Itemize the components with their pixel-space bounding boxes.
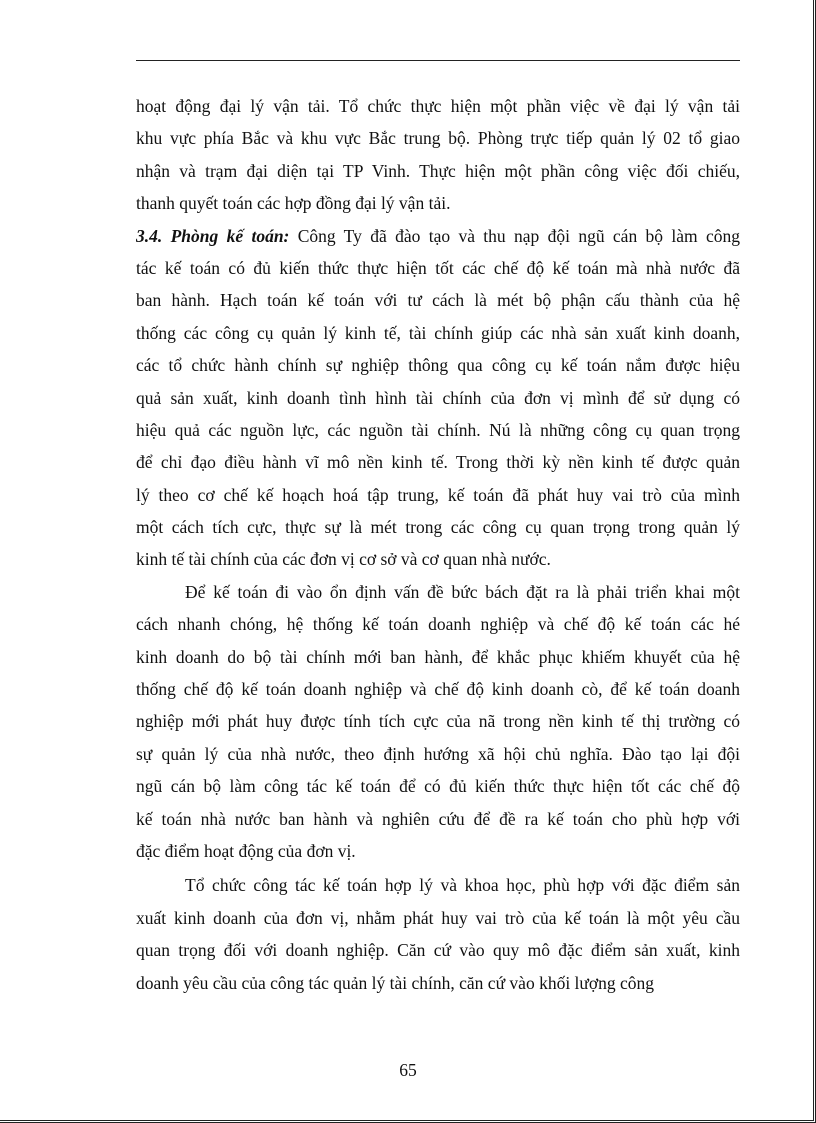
- text-line: cách nhanh chóng, hệ thống kế toán doanh nghiệp và chế độ kế toán các hé: [136, 614, 740, 635]
- text-line: sự quản lý của nhà nước, theo định hướng xã hội chủ nghĩa. Đào tạo lại đội: [136, 743, 740, 764]
- text-line: nhận và trạm đại diện tại TP Vinh. Thực hiện một phần công việc đối chiếu,: [136, 160, 740, 181]
- text-line: lý theo cơ chế kế hoạch hoá tập trung, kế toán đã phát huy vai trò của mình: [136, 484, 740, 505]
- text-line: quan trọng đối với doanh nghiệp. Căn cứ vào quy mô đặc điểm sản xuất, kinh: [136, 940, 740, 961]
- text-line: hiệu quả các nguồn lực, các nguồn tài chính. Nú là những công cụ quan trọng: [136, 419, 740, 440]
- text-line: doanh yêu cầu của công tác quản lý tài chính, căn cứ vào khối lượng công: [136, 972, 655, 993]
- paragraph-2: [136, 220, 740, 576]
- header-rule: [136, 60, 740, 61]
- text-line: quả sản xuất, kinh doanh tình hình tài chính của đơn vị mình để sử dụng có: [136, 387, 740, 408]
- page-number: 65: [399, 1060, 417, 1080]
- heading-line-text: Công Ty đã đào tạo và thu nạp đội ngũ cán bộ làm công: [289, 225, 740, 246]
- text-line: [136, 220, 740, 252]
- text-line: để chỉ đạo điều hành vĩ mô nền kinh tế. Trong thời kỳ nền kinh tế được quản: [136, 452, 740, 473]
- text-line: tác kế toán có đủ kiến thức thực hiện tốt các chế độ kế toán mà nhà nước đã: [136, 257, 740, 278]
- text-line: ngũ cán bộ làm công tác kế toán để có đủ kiến thức thực hiện tốt các chế độ: [136, 776, 740, 797]
- paragraph-4: [136, 869, 740, 999]
- paragraph-1: [136, 90, 740, 220]
- text-line: Để kế toán đi vào ổn định vấn đề bức bách đặt ra là phải triển khai một: [185, 581, 740, 602]
- section-heading: 3.4. Phòng kế toán:: [136, 225, 290, 246]
- text-line: ban hành. Hạch toán kế toán với tư cách là mét bộ phận cấu thành của hệ: [136, 290, 740, 311]
- page-body: [136, 90, 740, 999]
- text-line: hoạt động đại lý vận tải. Tổ chức thực hiện một phần việc về đại lý vận tải: [136, 96, 740, 116]
- text-line: thống chế độ kế toán doanh nghiệp và chế độ kinh doanh cò, để kế toán doanh: [136, 679, 740, 700]
- text-line: khu vực phía Bắc và khu vực Bắc trung bộ. Phòng trực tiếp quản lý 02 tổ giao: [136, 128, 740, 149]
- text-line: kinh doanh do bộ tài chính mới ban hành, để khắc phục khiếm khuyết của hệ: [136, 646, 740, 667]
- text-line: đặc điểm hoạt động của đơn vị.: [136, 840, 356, 861]
- text-line: thống các công cụ quản lý kinh tế, tài chính giúp các nhà sản xuất kinh doanh,: [136, 322, 740, 343]
- text-line: một cách tích cực, thực sự là mét trong các công cụ quan trọng trong quản lý: [136, 517, 740, 538]
- text-line: nghiệp mới phát huy được tính tích cực của nã trong nền kinh tế thị trường có: [136, 711, 740, 732]
- paragraph-3: [136, 576, 740, 868]
- text-line: thanh quyết toán các hợp đồng đại lý vận tải.: [136, 193, 451, 214]
- text-line: kế toán nhà nước ban hành và nghiên cứu để đề ra kế toán cho phù hợp với: [136, 808, 740, 829]
- text-line: kinh tế tài chính của các đơn vị cơ sở và cơ quan nhà nước.: [136, 549, 551, 570]
- text-line: các tổ chức hành chính sự nghiệp thông qua công cụ kế toán nắm được hiệu: [136, 355, 740, 376]
- text-line: Tổ chức công tác kế toán hợp lý và khoa học, phù hợp với đặc điểm sản: [185, 875, 740, 896]
- text-line: xuất kinh doanh của đơn vị, nhằm phát huy vai trò của kế toán là một yêu cầu: [136, 907, 740, 928]
